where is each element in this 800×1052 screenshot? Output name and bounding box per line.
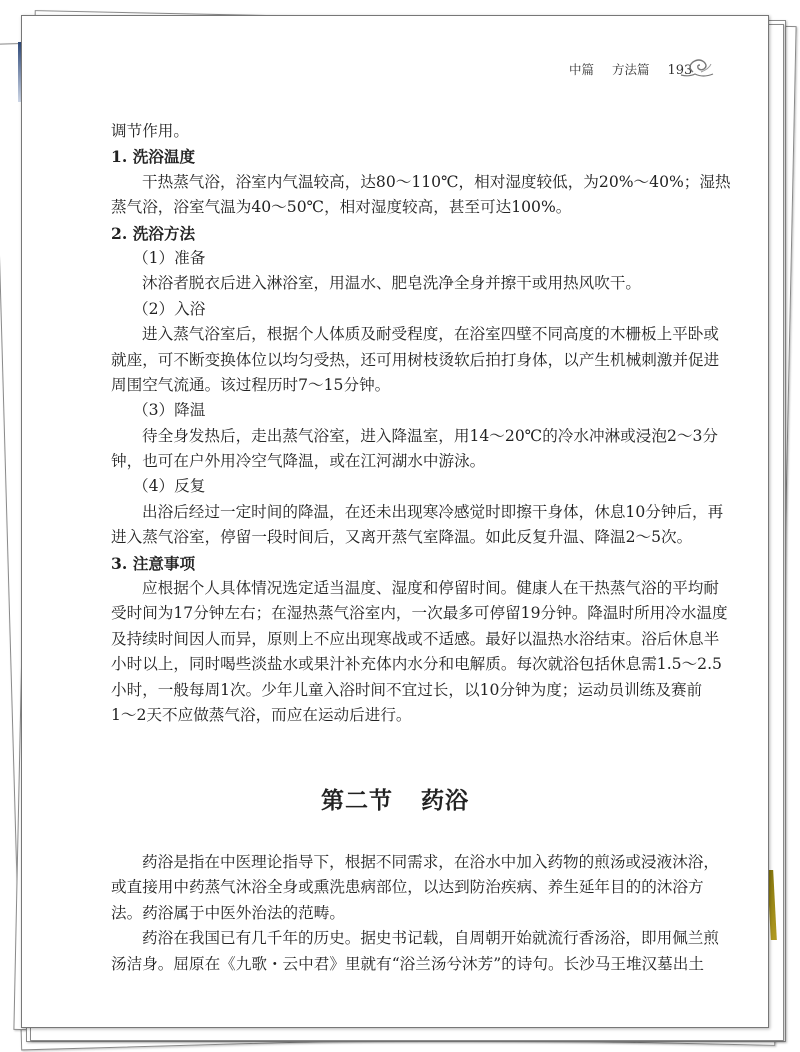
text-line: 或直接用中药蒸气沐浴全身或熏洗患病部位，以达到防治疾病、养生延年目的的沐浴方 xyxy=(111,878,704,897)
text-line: 蒸气浴，浴室气温为40～50℃，相对湿度较高，甚至可达100%。 xyxy=(111,198,572,217)
text-line: 进入蒸气浴室后，根据个人体质及耐受程度，在浴室四壁不同高度的木栅板上平卧或 xyxy=(142,325,719,344)
text-line: 法。药浴属于中医外治法的范畴。 xyxy=(111,903,345,922)
list-heading: （4）反复 xyxy=(133,477,206,496)
list-heading: （1）准备 xyxy=(133,248,206,267)
text-line: 受时间为17分钟左右；在湿热蒸气浴室内，一次最多可停留19分钟。降温时所用冷水温度 xyxy=(111,604,728,623)
subheading: 1. 洗浴温度 xyxy=(111,147,196,167)
subheading: 2. 洗浴方法 xyxy=(111,223,196,243)
text-line: 出浴后经过一定时间的降温，在还未出现寒冷感觉时即擦干身体，休息10分钟后，再 xyxy=(142,502,724,521)
section-number: 第二节 xyxy=(321,787,393,814)
running-header xyxy=(569,60,694,78)
section-name: 药浴 xyxy=(421,787,469,814)
text-line: 周围空气流通。该过程历时7～15分钟。 xyxy=(111,375,391,394)
section-title xyxy=(22,782,768,815)
body-text-upper xyxy=(111,119,731,728)
text-line: 小时，一般每周1次。少年儿童入浴时间不宜过长，以10分钟为度；运动员训练及赛前 xyxy=(111,680,703,699)
cloud-ornament-icon xyxy=(679,57,715,79)
text-line: 应根据个人具体情况选定适当温度、湿度和停留时间。健康人在干热蒸气浴的平均耐 xyxy=(142,579,719,598)
text-line: 药浴是指在中医理论指导下，根据不同需求，在浴水中加入药物的煎汤或浸液沐浴， xyxy=(142,853,719,871)
text-line: 药浴在我国已有几千年的历史。据史书记载，自周朝开始就流行香汤浴，即用佩兰煎 xyxy=(142,929,719,948)
text-line: 小时以上，同时喝些淡盐水或果汁补充体内水分和电解质。每次就浴包括休息需1.5～2.5 xyxy=(111,655,722,674)
list-heading: （2）入浴 xyxy=(133,299,206,318)
page-number: 193 xyxy=(667,63,693,78)
text-line: 沐浴者脱衣后进入淋浴室，用温水、肥皂洗净全身并擦干或用热风吹干。 xyxy=(142,274,642,293)
text-line: 待全身发热后，走出蒸气浴室，进入降温室，用14～20℃的冷水冲淋或浸泡2～3分 xyxy=(142,426,718,445)
text-line: 进入蒸气浴室，停留一段时间后，又离开蒸气室降温。如此反复升温、降温2～5次。 xyxy=(111,528,693,547)
text-line: 1～2天不应做蒸气浴，而应在运动后进行。 xyxy=(111,705,412,724)
text-line: 调节作用。 xyxy=(111,122,189,140)
text-line: 干热蒸气浴，浴室内气温较高，达80～110℃，相对湿度较低，为20%～40%；湿热 xyxy=(142,172,731,191)
header-part: 中篇 xyxy=(569,62,595,77)
body-text-lower xyxy=(111,850,719,977)
text-line: 及持续时间因人而异，原则上不应出现寒战或不适感。最好以温热水浴结束。浴后休息半 xyxy=(111,629,720,648)
text-line: 钟，也可在户外用冷空气降温，或在江河湖水中游泳。 xyxy=(111,452,486,471)
subheading: 3. 注意事项 xyxy=(111,553,196,573)
book-page xyxy=(21,15,769,1028)
text-line: 就座，可不断变换体位以均匀受热，还可用树枝烫软后拍打身体，以产生机械刺激并促进 xyxy=(111,350,720,369)
header-section: 方法篇 xyxy=(612,62,650,77)
list-heading: （3）降温 xyxy=(133,401,206,420)
text-line: 汤洁身。屈原在《九歌・云中君》里就有“浴兰汤兮沐芳”的诗句。长沙马王堆汉墓出土 xyxy=(111,954,704,973)
